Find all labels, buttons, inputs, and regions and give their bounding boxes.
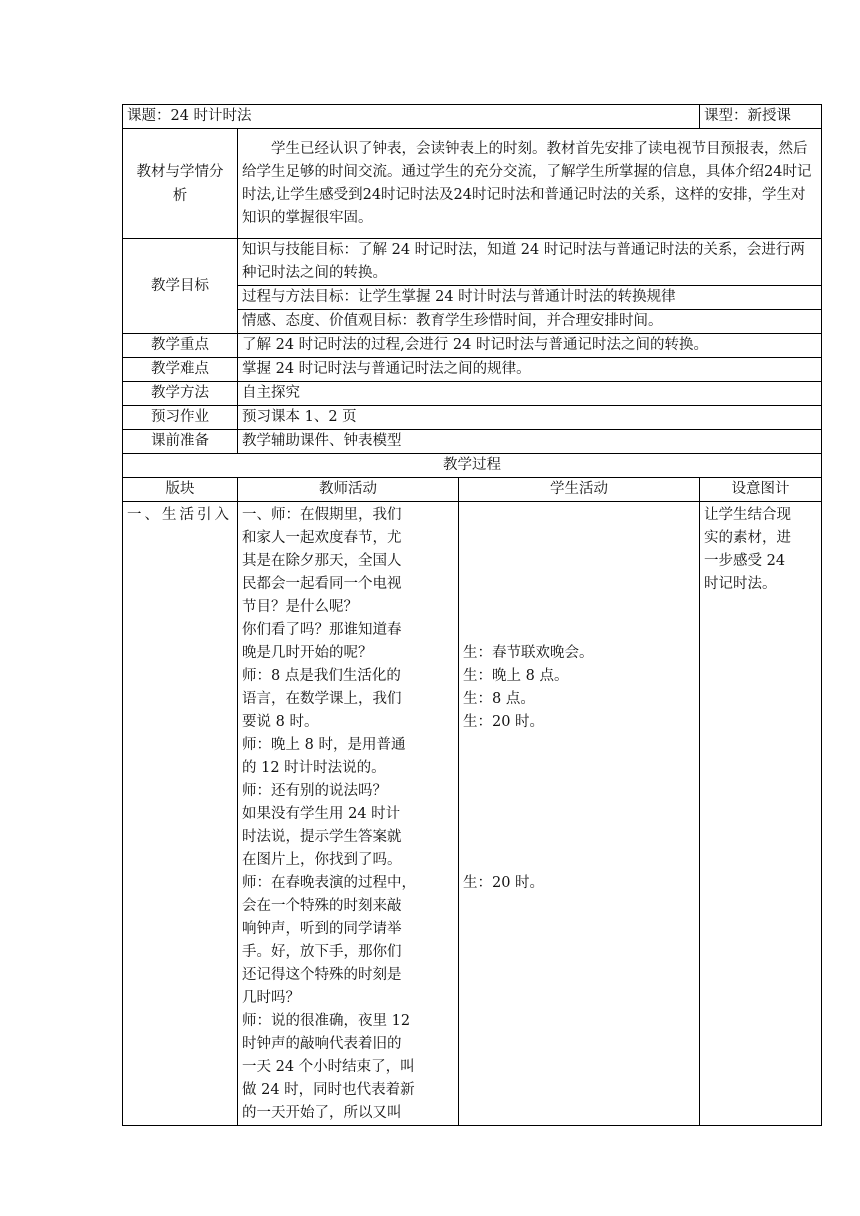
teacher-activity-line: 师：晚上 8 时，是用普通 [242, 737, 406, 753]
process-title: 教学过程 [123, 454, 822, 478]
student-activity-line [463, 780, 695, 803]
analysis-text: 学生已经认识了钟表，会读钟表上的时刻。教材首先安排了读电视节目预报表，然后给学生足够的时间交流。通过学生的充分交流，了解学生所掌握的信息，具体介绍24时记时法,让学生感受到24时记时法及24时记时法和普通记时法的关系，这样的安排，学生对知识的掌握很牢固。 [238, 129, 822, 239]
row-label: 教学难点 [123, 358, 238, 382]
student-activity-line: 生：20 时。 [463, 714, 545, 730]
teacher-activity-line: 时法说，提示学生答案就 [242, 829, 402, 845]
row-label: 课前准备 [123, 430, 238, 454]
method-row [123, 382, 822, 406]
column-header-design: 设意图计 [700, 478, 822, 502]
teacher-activity-line: 和家人一起欢度春节，尤 [242, 530, 402, 546]
teacher-activity-line: 要说 8 时。 [242, 714, 319, 730]
teacher-activity-line: 一、师：在假期里，我们 [242, 507, 402, 523]
column-header-section: 版块 [123, 478, 238, 502]
teacher-activity-line: 节目？是什么呢？ [242, 599, 358, 615]
student-activity-line [463, 573, 695, 596]
header-row [123, 105, 822, 129]
teacher-activity-line: 晚是几时开始的呢？ [242, 645, 373, 661]
teacher-activity-cell [238, 502, 459, 1126]
goals-row-knowledge [123, 239, 822, 286]
preparation-row [123, 430, 822, 454]
teacher-activity-line: 你们看了吗？那谁知道春 [242, 622, 402, 638]
topic-cell: 课题：24 时计时法 [123, 105, 700, 129]
goals-label: 教学目标 [123, 239, 238, 334]
student-activity-lines [463, 504, 695, 895]
teacher-activity-line: 民都会一起看同一个电视 [242, 576, 402, 592]
teacher-activity-line: 响钟声，听到的同学请举 [242, 921, 402, 937]
goal-emotion: 情感、态度、价值观目标：教育学生珍惜时间，并合理安排时间。 [238, 310, 822, 334]
row-value: 自主探究 [238, 382, 822, 406]
teacher-activity-line: 手。好，放下手，那你们 [242, 944, 402, 960]
row-value: 掌握 24 时记时法与普通记时法之间的规律。 [238, 358, 822, 382]
student-activity-line: 生：春节联欢晚会。 [463, 645, 594, 661]
teacher-activity-line: 会在一个特殊的时刻来敲 [242, 898, 402, 914]
student-activity-line [463, 734, 695, 757]
section-cell [123, 502, 238, 1126]
student-activity-line: 生：晚上 8 点。 [463, 668, 569, 684]
teacher-activity-lines [242, 504, 454, 1125]
row-label: 教学方法 [123, 382, 238, 406]
difficulty-row [123, 358, 822, 382]
analysis-label: 教材与学情分析 [123, 129, 238, 239]
column-header-teacher: 教师活动 [238, 478, 459, 502]
design-intent-line: 时记时法。 [704, 576, 777, 592]
section-label: 一、生活引入 [127, 507, 232, 523]
teacher-activity-line: 做 24 时，同时也代表着新 [242, 1082, 415, 1098]
teacher-activity-line: 语言，在数学课上，我们 [242, 691, 402, 707]
student-activity-line [463, 596, 695, 619]
row-label: 教学重点 [123, 334, 238, 358]
lesson-type-cell: 课型：新授课 [700, 105, 822, 129]
key-point-row [123, 334, 822, 358]
teacher-activity-line: 师：8 点是我们生活化的 [242, 668, 401, 684]
analysis-row [123, 129, 822, 239]
design-intent-line: 让学生结合现 [704, 507, 791, 523]
student-activity-line [463, 527, 695, 550]
row-value: 了解 24 时记时法的过程,会进行 24 时记时法与普通记时法之间的转换。 [238, 334, 822, 358]
row-value: 教学辅助课件、钟表模型 [238, 430, 822, 454]
teacher-activity-line: 在图片上，你找到了吗。 [242, 852, 402, 868]
teacher-activity-line: 还记得这个特殊的时刻是 [242, 967, 402, 983]
teacher-activity-line: 师：还有别的说法吗？ [242, 783, 387, 799]
student-activity-line [463, 849, 695, 872]
row-value: 预习课本 1、2 页 [238, 406, 822, 430]
student-activity-line [463, 504, 695, 527]
teacher-activity-line: 其是在除夕那天，全国人 [242, 553, 402, 569]
design-intent-line: 实的素材，进 [704, 530, 791, 546]
lesson-plan-table [122, 104, 822, 1126]
student-activity-line: 生：20 时。 [463, 875, 545, 891]
teacher-activity-line: 的一天开始了，所以又叫 [242, 1105, 402, 1121]
goal-knowledge: 知识与技能目标：了解 24 时记时法，知道 24 时记时法与普通记时法的关系，会进行两种记时法之间的转换。 [238, 239, 822, 286]
teacher-activity-line: 的 12 时计时法说的。 [242, 760, 386, 776]
design-intent-lines [704, 504, 817, 596]
teacher-activity-line: 几时吗？ [242, 990, 300, 1006]
process-header-row [123, 478, 822, 502]
student-activity-line [463, 550, 695, 573]
student-activity-cell [459, 502, 700, 1126]
student-activity-line [463, 757, 695, 780]
preview-row [123, 406, 822, 430]
teacher-activity-line: 师：在春晚表演的过程中， [242, 875, 416, 891]
process-body-row [123, 502, 822, 1126]
design-intent-cell [700, 502, 822, 1126]
student-activity-line [463, 826, 695, 849]
teacher-activity-line: 如果没有学生用 24 时计 [242, 806, 401, 822]
student-activity-line [463, 803, 695, 826]
row-label: 预习作业 [123, 406, 238, 430]
student-activity-line: 生：8 点。 [463, 691, 535, 707]
student-activity-line [463, 619, 695, 642]
column-header-student: 学生活动 [459, 478, 700, 502]
design-intent-line: 一步感受 24 [704, 553, 786, 569]
goal-process: 过程与方法目标：让学生掌握 24 时计时法与普通计时法的转换规律 [238, 286, 822, 310]
teacher-activity-line: 一天 24 个小时结束了，叫 [242, 1059, 415, 1075]
process-title-row [123, 454, 822, 478]
teacher-activity-line: 师：说的很准确，夜里 12 [242, 1013, 411, 1029]
teacher-activity-line: 时钟声的敲响代表着旧的 [242, 1036, 402, 1052]
